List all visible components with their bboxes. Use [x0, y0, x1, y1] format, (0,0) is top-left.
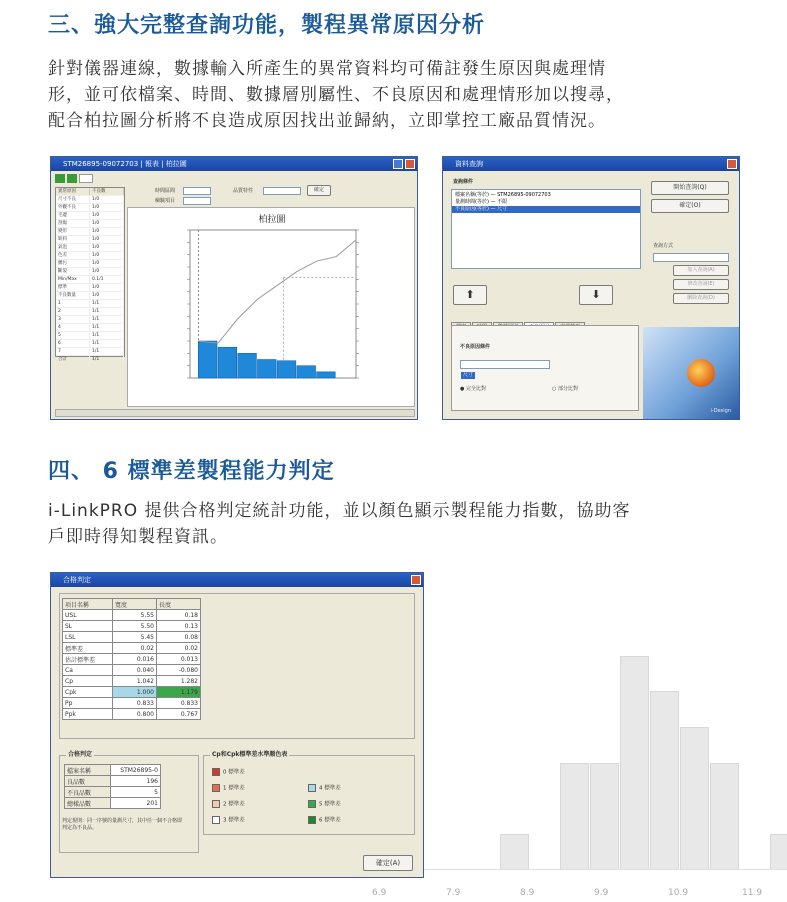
capability-cell: SL: [63, 621, 113, 632]
pareto-titlebar: [51, 157, 417, 171]
conditions-list[interactable]: [451, 189, 641, 269]
left-table-header: [56, 188, 124, 195]
capability-header-cell: 項目名稱: [63, 599, 113, 610]
left-table-cell: 1/0: [90, 212, 124, 219]
legend-item: [212, 816, 245, 825]
section4-line-2: 戶即時得知製程資訊。: [48, 527, 228, 547]
pareto-bar: [257, 360, 276, 379]
capability-cell: 0.013: [157, 654, 201, 665]
capability-cell: 0.18: [157, 610, 201, 621]
left-table-cell: 2: [56, 308, 90, 315]
left-table-cell: 0.1/1: [90, 276, 124, 283]
capability-ok-button[interactable]: 確定(A): [363, 855, 413, 871]
left-table-header-cell: 不良數: [90, 188, 124, 195]
capability-cell: Pp: [63, 698, 113, 709]
left-table-row[interactable]: [56, 219, 124, 227]
pareto-bar: [317, 372, 336, 378]
capability-cell: 5.55: [113, 610, 157, 621]
legend-item: [308, 800, 341, 809]
legend-group: [203, 751, 415, 835]
query-tabs: [451, 313, 641, 325]
legend-item: [212, 800, 245, 809]
pareto-chart-area: [127, 207, 415, 407]
cause-select[interactable]: [460, 360, 550, 378]
query-window: [442, 156, 740, 420]
tab-panel: [451, 325, 639, 411]
toolbar-file-icon[interactable]: [79, 174, 93, 183]
left-table-cell: 氣泡: [56, 244, 90, 251]
left-table-cell: 1/0: [90, 284, 124, 291]
capability-cell: 0.016: [113, 654, 157, 665]
capability-cell: -0.080: [157, 665, 201, 676]
left-table-header-cell: 異常原因: [56, 188, 90, 195]
left-table-row[interactable]: [56, 339, 124, 347]
judge-cell: STM26895-0: [111, 765, 161, 776]
close-icon[interactable]: [411, 575, 421, 585]
pareto-ok-button[interactable]: 確定: [307, 185, 331, 196]
left-table-cell: 1/0: [90, 196, 124, 203]
legend-item: [212, 768, 245, 777]
capability-cell: 標準差: [63, 643, 113, 654]
histogram-bar: [590, 763, 619, 870]
filter-label-2: 檢驗項目: [155, 198, 176, 204]
left-table-cell: 缺料: [56, 236, 90, 243]
left-table-cell: 1/0: [90, 244, 124, 251]
left-table-cell: 合計: [56, 356, 90, 363]
filter-label-3: 品質特性: [233, 188, 254, 194]
section4-title: 四、 6 標準差製程能力判定: [48, 459, 335, 484]
cause-label: 不良原因條件: [460, 344, 491, 350]
legend-item: [212, 784, 245, 793]
confirm-button[interactable]: 確定(O): [651, 199, 729, 213]
histogram-tick: 7.9: [446, 888, 461, 898]
move-up-button[interactable]: [453, 285, 487, 305]
left-table-cell: 1/0: [90, 292, 124, 299]
capability-window: [50, 572, 424, 878]
pareto-bar: [297, 366, 316, 378]
legend-swatch: [212, 784, 220, 792]
query-titlebar: [443, 157, 739, 171]
delete-query-button[interactable]: 刪除查詢(D): [673, 293, 729, 304]
section4-line-1: i-LinkPRO 提供合格判定統計功能，並以顏色顯示製程能力指數，協助客: [48, 501, 631, 521]
capability-cell: LSL: [63, 632, 113, 643]
left-table-cell: 1/1: [90, 332, 124, 339]
left-table-cell: 3: [56, 316, 90, 323]
judge-row: [65, 776, 161, 787]
capability-cell: 0.800: [113, 709, 157, 720]
brand-panel: [643, 327, 739, 419]
left-table-cell: 1/0: [90, 228, 124, 235]
capability-row[interactable]: [63, 687, 201, 698]
pareto-left-table: [55, 187, 125, 362]
left-table-cell: 變形: [56, 228, 90, 235]
query-group-label: 查詢方式: [653, 243, 674, 249]
arrow-down-icon: ⬇: [591, 288, 601, 301]
section3-line-1: 針對儀器連線，數據輸入所產生的異常資料均可備註發生原因與處理情: [48, 59, 606, 79]
left-table-cell: 不良數量: [56, 292, 90, 299]
legend-label: 6 標準差: [319, 817, 341, 824]
left-table-cell: 1/0: [90, 204, 124, 211]
judge-label: 合格判定: [68, 751, 93, 758]
judge-table: [64, 764, 161, 809]
left-table-cell: Min/Max: [56, 276, 90, 283]
legend-swatch: [308, 800, 316, 808]
left-table-row[interactable]: [56, 291, 124, 299]
left-table-cell: 1/1: [90, 308, 124, 315]
left-table-cell: 1/1: [90, 340, 124, 347]
left-table-cell: 毛邊: [56, 212, 90, 219]
judge-cell: 5: [111, 787, 161, 798]
histogram-tick: 6.9: [372, 888, 387, 898]
condition-item[interactable]: 量測時間(等於) — 不限: [455, 199, 508, 205]
judge-row: [65, 765, 161, 776]
capability-cell: 0.13: [157, 621, 201, 632]
left-table-row[interactable]: [56, 307, 124, 315]
close-icon[interactable]: [727, 159, 737, 169]
judge-row: [65, 787, 161, 798]
left-table-row[interactable]: [56, 211, 124, 219]
filter-field-1[interactable]: [183, 187, 211, 195]
capability-table: [62, 598, 201, 720]
query-window-title: 資料查詢: [455, 160, 483, 168]
capability-cell: Ca: [63, 665, 113, 676]
histogram-bar: [620, 656, 649, 870]
capability-cell: 0.767: [157, 709, 201, 720]
maximize-icon[interactable]: [393, 159, 403, 169]
left-table-cell: 髒污: [56, 260, 90, 267]
toolbar-back-icon[interactable]: [55, 174, 65, 183]
radio-partial[interactable]: ○ 部分比對: [552, 386, 578, 392]
capability-cell: 1.282: [157, 676, 201, 687]
legend-label: 3 標準差: [223, 817, 245, 824]
pareto-bar: [218, 347, 237, 378]
legend-label: 4 標準差: [319, 785, 341, 792]
filter-label-1: 時間區間: [155, 188, 176, 194]
legend-label: 0 標準差: [223, 769, 245, 776]
histogram-bar: [770, 834, 787, 870]
edit-query-button[interactable]: 修改查詢(E): [673, 279, 729, 290]
capability-cell: 估計標準差: [63, 654, 113, 665]
legend-swatch: [308, 784, 316, 792]
histogram-tick: 10.9: [668, 888, 689, 898]
left-table-row[interactable]: [56, 315, 124, 323]
capability-header-cell: 長度: [157, 599, 201, 610]
capability-cell: 1.179: [157, 687, 201, 698]
condition-item[interactable]: 檔案名稱(等於) — STM26895-09072703: [455, 192, 551, 198]
left-table-row[interactable]: [56, 283, 124, 291]
left-table-cell: 4: [56, 324, 90, 331]
left-table-cell: 1: [56, 300, 90, 307]
legend-swatch: [212, 768, 220, 776]
pareto-bar: [277, 361, 296, 378]
section3-title: 三、強大完整查詢功能，製程異常原因分析: [48, 13, 486, 38]
pareto-chart: [128, 208, 416, 408]
left-table-cell: 1/0: [90, 260, 124, 267]
horizontal-scrollbar[interactable]: [55, 409, 415, 417]
capability-cell: 0.08: [157, 632, 201, 643]
legend-swatch: [308, 816, 316, 824]
left-table-row[interactable]: [56, 251, 124, 259]
arrow-up-icon: ⬆: [465, 288, 475, 301]
left-table-row[interactable]: [56, 243, 124, 251]
cause-value: 尺寸: [463, 372, 474, 378]
conditions-label: 查詢條件: [453, 179, 474, 185]
histogram-tick: 11.9: [742, 888, 763, 898]
left-table-cell: 1/0: [90, 236, 124, 243]
pareto-window-title: STM26895-09072703 | 報表 | 柏拉圖: [63, 160, 187, 168]
judge-cell: 不良品數: [65, 787, 111, 798]
capability-cell: Cp: [63, 676, 113, 687]
left-table-row[interactable]: [56, 235, 124, 243]
capability-cell: 0.040: [113, 665, 157, 676]
histogram-tick: 9.9: [594, 888, 609, 898]
radio-partial-label: 部分比對: [557, 386, 578, 392]
capability-row[interactable]: [63, 676, 201, 687]
left-table-row[interactable]: [56, 331, 124, 339]
capability-cell: USL: [63, 610, 113, 621]
capability-row[interactable]: [63, 632, 201, 643]
add-query-button[interactable]: 加入查詢(A): [673, 265, 729, 276]
capability-header-cell: 寬度: [113, 599, 157, 610]
histogram-bar: [650, 691, 679, 870]
condition-item-selected[interactable]: 不良原因(等於) — 尺寸: [452, 206, 640, 213]
capability-grid-area: [59, 593, 415, 739]
filter-field-2[interactable]: [183, 197, 211, 205]
left-table-cell: 外觀不良: [56, 204, 90, 211]
left-table-cell: 7: [56, 348, 90, 355]
legend-swatch: [212, 816, 220, 824]
legend-item: [308, 784, 341, 793]
judge-cell: 196: [111, 776, 161, 787]
judge-cell: 良品數: [65, 776, 111, 787]
histogram-tick: 8.9: [520, 888, 535, 898]
left-table-row[interactable]: [56, 203, 124, 211]
capability-cell: 1.000: [113, 687, 157, 698]
filter-field-3[interactable]: [263, 187, 301, 195]
legend-label: 1 標準差: [223, 785, 245, 792]
capability-row[interactable]: [63, 709, 201, 720]
legend-item: [308, 816, 341, 825]
left-table-cell: 1/1: [90, 348, 124, 355]
left-table-row[interactable]: [56, 275, 124, 283]
capability-row[interactable]: [63, 621, 201, 632]
judge-group: [59, 751, 199, 853]
legend-swatch: [212, 800, 220, 808]
judge-note: 判定規則：同一序號的量測尺寸，其中任一個不合格即判定為不良品。: [62, 818, 183, 831]
left-table-row[interactable]: [56, 227, 124, 235]
left-table-cell: 1/1: [90, 356, 124, 363]
left-table-cell: 標準: [56, 284, 90, 291]
histogram-bar: [500, 834, 529, 870]
chart-title: 柏拉圖: [258, 215, 286, 225]
section3-line-3: 配合柏拉圖分析將不良造成原因找出並歸納，立即掌控工廠品質情況。: [48, 111, 606, 131]
start-query-button[interactable]: 開始查詢(Q): [651, 181, 729, 195]
left-table-cell: 色差: [56, 252, 90, 259]
background-histogram: [410, 570, 787, 902]
left-table-cell: 斷裂: [56, 268, 90, 275]
capability-cell: 0.02: [157, 643, 201, 654]
capability-cell: 5.45: [113, 632, 157, 643]
histogram-bar: [560, 763, 589, 870]
legend-label: 5 標準差: [319, 801, 341, 808]
close-icon[interactable]: [405, 159, 415, 169]
query-mode-select[interactable]: [653, 253, 729, 262]
capability-cell: Cpk: [63, 687, 113, 698]
capability-header-row: [63, 599, 201, 610]
left-table-cell: 刮傷: [56, 220, 90, 227]
toolbar-forward-icon[interactable]: [67, 174, 77, 183]
pareto-window: [50, 156, 418, 420]
radio-exact-label: 完全比對: [465, 386, 486, 392]
left-table-row[interactable]: [56, 299, 124, 307]
pareto-bar: [238, 353, 257, 378]
capability-row[interactable]: [63, 665, 201, 676]
capability-cell: Ppk: [63, 709, 113, 720]
radio-exact[interactable]: ● 完全比對: [460, 386, 486, 392]
judge-cell: 201: [111, 798, 161, 809]
capability-row[interactable]: [63, 654, 201, 665]
left-table-row[interactable]: [56, 195, 124, 203]
brand-text: i-Design: [710, 408, 731, 414]
capability-row[interactable]: [63, 610, 201, 621]
legend-title: Cp和Cpk標準差水準顏色表: [212, 751, 288, 758]
capability-titlebar: [51, 573, 423, 587]
capability-window-title: 合格判定: [63, 576, 91, 584]
move-down-button[interactable]: [579, 285, 613, 305]
left-table-row[interactable]: [56, 259, 124, 267]
capability-cell: 0.833: [157, 698, 201, 709]
judge-row: [65, 798, 161, 809]
capability-cell: 5.50: [113, 621, 157, 632]
left-table-cell: 1/1: [90, 300, 124, 307]
left-table-cell: 1/0: [90, 252, 124, 259]
histogram-baseline: [410, 869, 787, 870]
capability-row[interactable]: [63, 698, 201, 709]
left-table-cell: 1/0: [90, 268, 124, 275]
histogram-bar: [710, 763, 739, 870]
left-table-cell: 1/0: [90, 220, 124, 227]
judge-cell: 檔案名稱: [65, 765, 111, 776]
histogram-bar: [680, 727, 709, 870]
capability-row[interactable]: [63, 643, 201, 654]
left-table-row[interactable]: [56, 355, 124, 363]
left-table-cell: 6: [56, 340, 90, 347]
capability-cell: 1.042: [113, 676, 157, 687]
left-table-row[interactable]: [56, 347, 124, 355]
judge-cell: 總樣品數: [65, 798, 111, 809]
left-table-cell: 5: [56, 332, 90, 339]
left-table-row[interactable]: [56, 323, 124, 331]
brand-logo-icon: [687, 359, 715, 387]
left-table-cell: 1/1: [90, 324, 124, 331]
capability-cell: 0.833: [113, 698, 157, 709]
left-table-cell: 尺寸不良: [56, 196, 90, 203]
left-table-cell: 1/1: [90, 316, 124, 323]
cumulative-line: [198, 240, 356, 343]
capability-cell: 0.02: [113, 643, 157, 654]
pareto-bar: [198, 341, 217, 378]
section3-line-2: 形，並可依檔案、時間、數據層別屬性、不良原因和處理情形加以搜尋，: [48, 85, 624, 105]
legend-label: 2 標準差: [223, 801, 245, 808]
left-table-row[interactable]: [56, 267, 124, 275]
